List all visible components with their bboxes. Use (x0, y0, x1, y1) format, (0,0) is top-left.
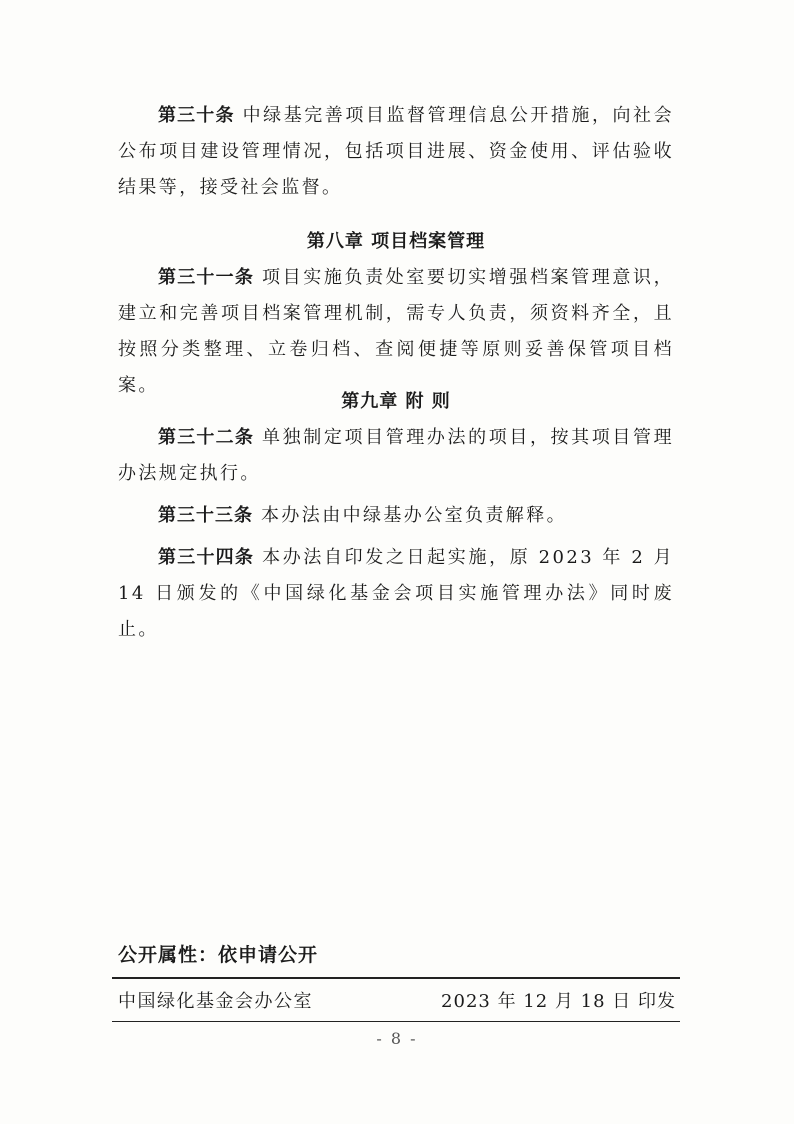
chapter-8-block (118, 224, 674, 404)
article-paragraph (118, 98, 674, 206)
article-paragraph (118, 540, 674, 648)
disclosure-attribute: 公开属性：依申请公开 (118, 944, 319, 966)
article-number: 第三十二条 (158, 427, 255, 448)
article-30 (118, 98, 674, 206)
article-text: 中绿基完善项目监督管理信息公开措施，向社会公布项目建设管理情况，包括项目进展、资金使用、评估验收结果等，接受社会监督。 (118, 105, 675, 198)
article-number: 第三十条 (158, 105, 235, 126)
article-paragraph (118, 260, 674, 404)
footer-rule-top (112, 977, 680, 979)
article-text: 本办法由中绿基办公室负责解释。 (261, 505, 567, 526)
page-number: - 8 - (376, 1029, 418, 1048)
article-number: 第三十一条 (158, 267, 255, 288)
issue-date: 2023 年 12 月 18 日 印发 (441, 991, 676, 1012)
chapter-heading: 第九章 附 则 (341, 391, 451, 412)
footer-rule-bottom (112, 1021, 680, 1022)
issuing-office: 中国绿化基金会办公室 (118, 991, 313, 1012)
article-number: 第三十四条 (158, 547, 255, 568)
chapter-heading: 第八章 项目档案管理 (306, 231, 486, 252)
chapter-9-block (118, 384, 674, 648)
article-paragraph (118, 498, 674, 534)
article-paragraph (118, 420, 674, 492)
article-number: 第三十三条 (158, 505, 253, 526)
article-text: 本办法自印发之日起实施，原 2023 年 2 月 14 日颁发的《中国绿化基金会项目实施管理办法》同时废止。 (118, 547, 675, 640)
article-text: 单独制定项目管理办法的项目，按其项目管理办法规定执行。 (118, 427, 675, 484)
article-text: 项目实施负责处室要切实增强档案管理意识，建立和完善项目档案管理机制，需专人负责，须资料齐全，且按照分类整理、立卷归档、查阅便捷等原则妥善保管项目档案。 (118, 267, 675, 396)
